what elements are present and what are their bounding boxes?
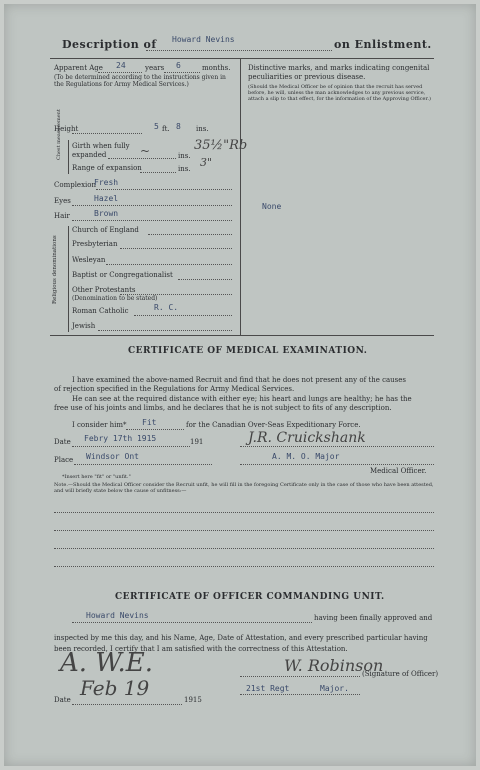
medical-year-label: 191 — [190, 438, 204, 446]
rule — [120, 294, 232, 295]
religion-wesleyan: Wesleyan — [72, 256, 106, 264]
religion-church-of-england: Church of England — [72, 226, 139, 234]
age-years: 24 — [116, 61, 126, 70]
medical-cert-title: CERTIFICATE OF MEDICAL EXAMINATION. — [128, 346, 368, 356]
religion-side-label: Religious denominations — [52, 235, 58, 304]
religion-other-protestants: Other Protestants — [72, 286, 136, 294]
rule — [98, 330, 232, 331]
rule — [68, 226, 69, 332]
marks-value: None — [262, 202, 282, 211]
religion-denomination-note: (Denomination to be stated) — [72, 295, 158, 302]
rule — [108, 158, 176, 159]
religion-baptist: Baptist or Congregationalist — [72, 271, 173, 279]
rule — [140, 172, 176, 173]
force-label: for the Canadian Over-Seas Expeditionary Force. — [186, 421, 361, 429]
hair-label: Hair — [54, 212, 70, 220]
unfit-cause-line-2 — [54, 530, 434, 531]
form-title-right: on Enlistment. — [334, 38, 432, 51]
rule — [240, 446, 434, 447]
ft-label: ft. — [162, 125, 170, 133]
medical-place-value: Windsor Ont — [86, 452, 139, 461]
unfit-cause-line-3 — [54, 548, 434, 549]
unfit-cause-line-4 — [54, 566, 434, 567]
rule — [72, 205, 232, 206]
commanding-officer-signature: W. Robinson — [284, 656, 384, 675]
rule — [96, 189, 232, 190]
age-label: Apparent Age — [54, 64, 103, 72]
rule — [134, 315, 232, 316]
box-bottom — [50, 335, 434, 336]
girth-handwriting: ~ — [140, 144, 151, 158]
approved-label: having been finally approved and — [314, 614, 433, 622]
recruit-name: Howard Nevins — [172, 35, 235, 44]
age-note: (To be determined according to the instructions given in the Regulations for Army Medical Services.) — [54, 74, 226, 88]
medical-officer-signature: J.R. Cruickshank — [248, 430, 366, 446]
rule — [240, 464, 434, 465]
rule — [72, 133, 142, 134]
medical-officer-label: Medical Officer. — [370, 467, 427, 475]
religion-jewish: Jewish — [72, 322, 96, 330]
chest-ins-1: ins. — [178, 152, 191, 160]
box-top — [50, 58, 434, 59]
medical-officer-rank: A. M. O. Major — [272, 452, 340, 461]
religion-roman-catholic: Roman Catholic — [72, 307, 129, 315]
rule — [178, 279, 232, 280]
religion-presbyterian: Presbyterian — [72, 240, 118, 248]
chest-girth-label: Girth when fully expanded — [72, 142, 130, 159]
commanding-recruit-name: Howard Nevins — [86, 611, 149, 620]
medical-para2-line2: free use of his joints and limbs, and he declares that he is not subject to fits of any description. — [54, 404, 392, 412]
years-label: years — [145, 64, 165, 72]
commanding-unit: 21st Regt — [246, 684, 290, 693]
medical-para2-line1: He can see at the required distance with either eye; his heart and lungs are healthy; he has the — [72, 395, 412, 403]
age-months: 6 — [176, 61, 181, 70]
height-label: Height — [54, 125, 79, 133]
height-inches: 8 — [176, 122, 181, 131]
certify-line: been recorded, I certify that I am satisfied with the correctness of this Attestation. — [54, 645, 348, 653]
height-feet: 5 — [154, 122, 159, 131]
rule — [74, 464, 212, 465]
medical-place-label: Place — [54, 456, 74, 464]
rule — [106, 264, 232, 265]
rule — [72, 704, 182, 705]
medical-para1-line2: of rejection specified in the Regulations for Army Medical Services. — [54, 385, 295, 393]
chest-ins-2: ins. — [178, 165, 191, 173]
marks-note: (Should the Medical Officer be of opinion that the recruit has served before, he will, unless the man acknowledges to any previous service, attach a slip to that effect, for the information of the Approving Officer.) — [248, 84, 431, 102]
commanding-rank: Major. — [320, 684, 349, 693]
inspection-line: inspected by me this day, and his Name, Age, Date of Attestation, and every prescribed particular having — [54, 634, 428, 642]
commanding-date-label: Date — [54, 696, 71, 704]
rule — [148, 234, 232, 235]
fitness-value: Fit — [142, 418, 157, 427]
rule — [72, 220, 232, 221]
eyes-value: Hazel — [94, 194, 119, 203]
rule — [126, 429, 184, 430]
rule — [240, 676, 360, 677]
rule — [72, 622, 312, 623]
rule — [68, 140, 69, 174]
medical-date-label: Date — [54, 438, 71, 446]
eyes-label: Eyes — [54, 197, 71, 205]
medical-date-value: Febry 17th 1915 — [84, 434, 157, 443]
chest-side-label: Chest measurement — [56, 109, 62, 160]
consider-label: I consider him* — [72, 421, 127, 429]
chest-handwritten-note: 35½"Rb — [194, 138, 248, 153]
commanding-year: 1915 — [184, 696, 202, 704]
commanding-cert-title: CERTIFICATE OF OFFICER COMMANDING UNIT. — [115, 592, 385, 602]
rule — [146, 50, 332, 51]
chest-handwritten-note-2: 3" — [200, 156, 213, 169]
complexion-value: Fresh — [94, 178, 119, 187]
complexion-label: Complexion — [54, 181, 96, 189]
unfit-note: Note.—Should the Medical Officer consider the Recruit unfit, he will fill in the foregoing Certificate only in the case of those who have been attested, and will briefly state below the cause of unfitness:— — [54, 482, 434, 494]
unfit-cause-line-1 — [54, 512, 434, 513]
rule — [72, 446, 190, 447]
signature-label: (Signature of Officer) — [362, 670, 439, 678]
marks-label: Distinctive marks, and marks indicating congenital peculiarities or previous disease. — [248, 64, 430, 81]
months-label: months. — [202, 64, 231, 72]
medical-para1-line1: I have examined the above-named Recruit and find that he does not present any of the causes — [72, 376, 407, 384]
ins-label: ins. — [196, 125, 209, 133]
rule — [240, 694, 360, 695]
religion-value: R. C. — [154, 303, 179, 312]
rule — [164, 72, 200, 73]
hair-value: Brown — [94, 209, 119, 218]
fit-footnote: *Insert here "fit" or "unfit." — [62, 474, 131, 480]
chest-range-label: Range of expansion — [72, 164, 142, 172]
commanding-initials-signature: A. W.E. — [60, 648, 153, 678]
commanding-date-handwritten: Feb 19 — [80, 676, 150, 700]
form-title-left: Description of — [62, 38, 157, 51]
rule — [120, 248, 232, 249]
rule — [98, 72, 142, 73]
column-divider — [240, 58, 241, 335]
